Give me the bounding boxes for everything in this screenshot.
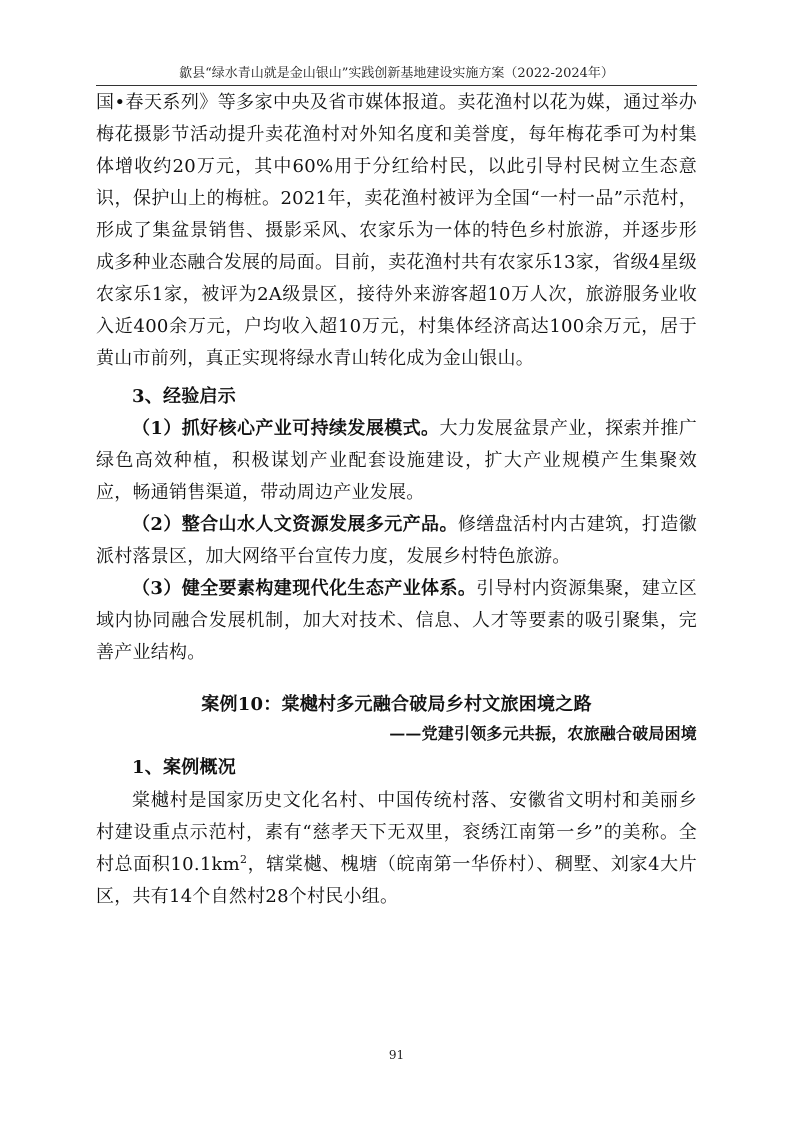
case-subtitle: ——党建引领多元共振，农旅融合破局困境 (389, 724, 697, 743)
experience-item-1 (96, 413, 697, 509)
experience-item-3 (96, 573, 697, 669)
section-heading-overview: 1、案例概况 (132, 757, 237, 778)
experience-item-1-lead: （1）抓好核心产业可持续发展模式。 (132, 418, 440, 439)
experience-item-2-text: 修缮盘活村内古建筑，打造徽派村落景区，加大网络平台宣传力度，发展乡村特色旅游。 (96, 514, 697, 567)
header-rule (96, 85, 697, 86)
intro-text-a: 棠樾村是国家历史文化名村、中国传统村落、安徽省文明村和美丽乡村建设重点示范村，素有“慈孝天下无双里，衮绣江南第一乡”的美称。全村总面积10.1km (96, 790, 697, 875)
body-text (96, 87, 697, 913)
page-number: 91 (388, 1048, 405, 1062)
experience-item-3-text: 引导村内资源集聚，建立区域内协同融合发展机制，加大对技术、信息、人才等要素的吸引聚集，完善产业结构。 (96, 578, 697, 663)
paragraph-tangyue-intro (96, 785, 697, 913)
case-title: 案例10：棠樾村多元融合破局乡村文旅困境之路 (201, 694, 592, 715)
superscript-2: 2 (240, 853, 248, 866)
running-header: 歙县“绿水青山就是金山银山”实践创新基地建设实施方案（2022-2024年） (179, 66, 614, 81)
section-heading-experience: 3、经验启示 (132, 386, 237, 407)
experience-item-2-lead: （2）整合山水人文资源发展多元产品。 (132, 514, 458, 535)
intro-text-b: ，辖棠樾、槐塘（皖南第一华侨村）、稠墅、刘家4大片区，共有14个自然村28个村民小组。 (96, 854, 697, 907)
experience-item-2 (96, 509, 697, 573)
experience-item-3-lead: （3）健全要素构建现代化生态产业体系。 (132, 578, 477, 599)
paragraph-maihuayu-continued: 国•春天系列》等多家中央及省市媒体报道。卖花渔村以花为媒，通过举办梅花摄影节活动提升卖花渔村对外知名度和美誉度，每年梅花季可为村集体增收约20万元，其中60%用于分红给村民，以此引导村民树立生态意识，保护山上的梅桩。2021年，卖花渔村被评为全国“一村一品”示范村，形成了集盆景销售、摄影采风、农家乐为一体的特色乡村旅游，并逐步形成多种业态融合发展的局面。目前，卖花渔村共有农家乐13家，省级4星级农家乐1家，被评为2A级景区，接待外来游客超10万人次，旅游服务业收入近400余万元，户均收入超10万元，村集体经济高达100余万元，居于黄山市前列，真正实现将绿水青山转化成为金山银山。 (96, 92, 697, 369)
experience-item-1-text: 大力发展盆景产业，探索并推广绿色高效种植，积极谋划产业配套设施建设，扩大产业规模产生集聚效应，畅通销售渠道，带动周边产业发展。 (96, 418, 697, 503)
